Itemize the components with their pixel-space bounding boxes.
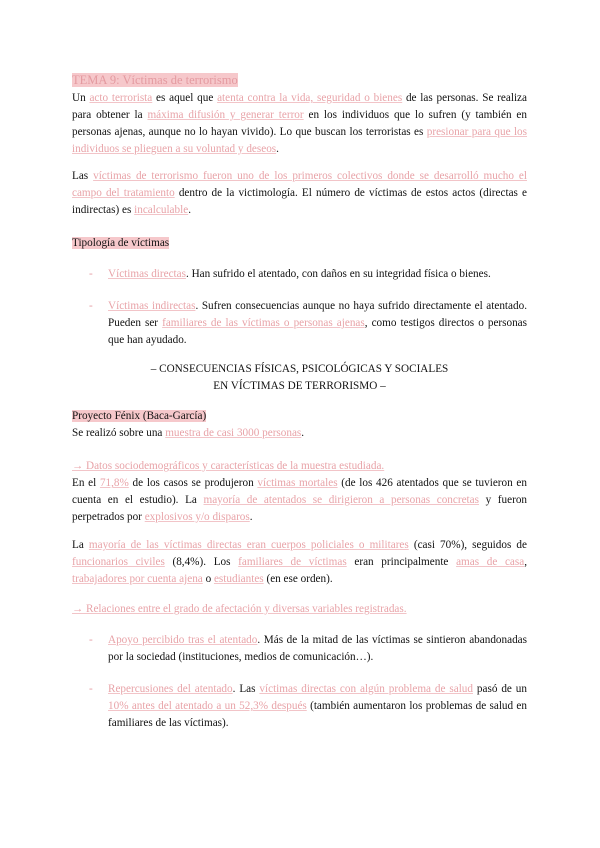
proyecto-fenix-block: Proyecto Fénix (Baca-García) Se realizó sobre una muestra de casi 3000 personas. [72, 410, 305, 439]
list-item: - Víctimas indirectas. Sufren consecuencias aunque no haya sufrido directamente el atentado. Pueden ser familiares de las víctimas o personas ajenas, como testigos directos o personas que han ayudado. [89, 300, 527, 346]
arrow-heading-datos: → Datos sociodemográficos y características de la muestra estudiada. [72, 460, 385, 472]
arrow-heading-relaciones: → Relaciones entre el grado de afectación y diversas variables registradas. [72, 603, 407, 615]
section-heading-tipologia: Tipología de víctimas [72, 237, 170, 249]
datos-paragraph: En el 71,8% de los casos se produjeron víctimas mortales (de los 426 atentados que se tuvieron en cuenta en el estudio). La mayoría de atentados se dirigieron a personas concretas y fueron perpetrados por explosivos y/o disparos. [72, 477, 528, 523]
victims-paragraph: Las víctimas de terrorismo fueron uno de los primeros colectivos donde se desarrolló mucho el campo del tratamiento dentro de la victimología. El número de víctimas de estos actos (directas e indirectas) es incalculable. [72, 170, 527, 216]
consequences-heading: – CONSECUENCIAS FÍSICAS, PSICOLÓGICAS Y SOCIALES EN VÍCTIMAS DE TERRORISMO – [150, 363, 449, 392]
intro-paragraph: Un acto terrorista es aquel que atenta contra la vida, seguridad o bienes de las personas. Se realiza para obtener la máxima difusión y generar terror en los individuos que lo sufren (y también en personas ajenas, aunque no lo hayan vivido). Lo que buscan los terroristas es presionar para que los individuos se plieguen a su voluntad y deseos. [72, 92, 528, 155]
list-item: - Víctimas directas. Han sufrido el atentado, con daños en su integridad física o bienes. [89, 268, 491, 280]
list-item: - Apoyo percibido tras el atentado. Más de la mitad de las víctimas se sintieron abandonadas por la sociedad (instituciones, medios de comunicación…). [89, 634, 527, 663]
page-title: TEMA 9: Víctimas de terrorismo [72, 73, 238, 87]
proyecto-fenix-heading: Proyecto Fénix (Baca-García) [72, 410, 207, 422]
term-acto-terrorista: acto terrorista [89, 92, 153, 104]
list-item: - Repercusiones del atentado. Las víctimas directas con algún problema de salud pasó de un 10% antes del atentado a un 52,3% después (también aumentaron los problemas de salud en familiares de las víctimas). [89, 683, 527, 729]
mayoria-paragraph: La mayoría de las víctimas directas eran cuerpos policiales o militares (casi 70%), seguidos de funcionarios civiles (8,4%). Los familiares de víctimas eran principalmente amas de casa, trabajadores por cuenta ajena o estudiantes (en ese orden). [72, 539, 527, 585]
